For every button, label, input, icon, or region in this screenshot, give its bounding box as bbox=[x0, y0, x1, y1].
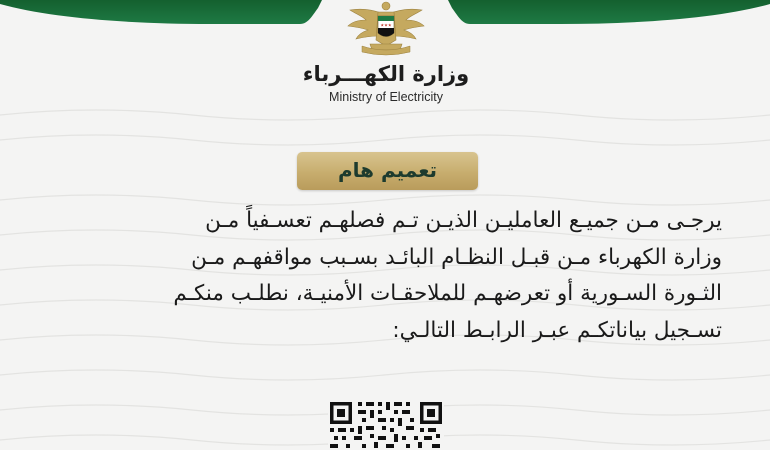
ministry-name-arabic: وزارة الكهـــرباء bbox=[302, 62, 470, 86]
svg-text:★★★: ★★★ bbox=[380, 22, 392, 28]
notice-line: تسـجيل بياناتكـم عبـر الرابـط التالـي: bbox=[392, 317, 722, 343]
qr-code-icon[interactable] bbox=[328, 398, 444, 450]
syrian-eagle-emblem bbox=[340, 0, 432, 58]
notice-line: يرجـى مـن جميـع العامليـن الذيـن تـم فصلهـم تعسـفياً مـن bbox=[205, 208, 722, 233]
notice-line: الثـورة السـورية أو تعرضهـم للملاحقـات الأمنيـة، نطلـب منكـم bbox=[173, 281, 722, 306]
notice-body bbox=[96, 203, 722, 349]
ministry-name-english: Ministry of Electricity bbox=[329, 90, 443, 104]
announcement-badge: تعميم هام bbox=[297, 152, 478, 190]
notice-line: وزارة الكهرباء مـن قبـل النظـام البائـد بسـبب مواقفهـم مـن bbox=[191, 244, 722, 270]
